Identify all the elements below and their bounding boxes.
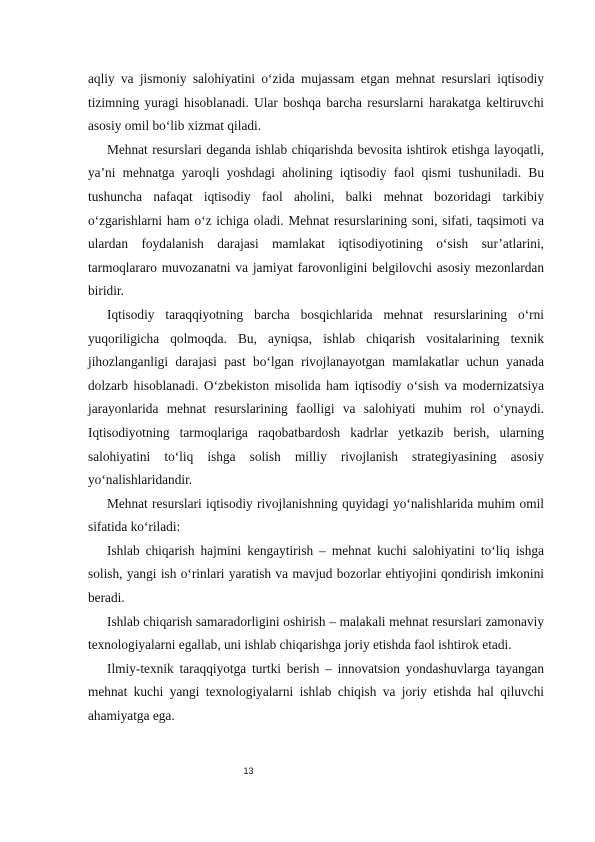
paragraph: Iqtisodiy taraqqiyotning barcha bosqichlarida mehnat resurslarining o‘rni yuqoriligicha qolmoqda. Bu, ayniqsa, ishlab chiqarish vositalarining texnik jihozlanganligi darajasi past bo‘lgan rivojlanayotgan mamlakatlar uchun yanada dolzarb hisoblanadi. O‘zbekiston misolida ham iqtisodiy o‘sish va modernizatsiya jarayonlarida mehnat resurslarining faolligi va salohiyati muhim rol o‘ynaydi. Iqtisodiyotning tarmoqlariga raqobatbardosh kadrlar yetkazib berish, ularning salohiyatini to‘liq ishga solish milliy rivojlanish strategiyasining asosiy yo‘nalishlaridandir. — [88, 306, 544, 488]
paragraph: aqliy va jismoniy salohiyatini o‘zida mujassam etgan mehnat resurslari iqtisodiy tizimning yuragi hisoblanadi. Ular boshqa barcha resurslarni harakatga keltiruvchi asosiy omil bo‘lib xizmat qiladi. — [88, 71, 544, 134]
paragraph: Ilmiy-texnik taraqqiyotga turtki berish – innovatsion yondashuvlarga tayangan mehnat kuchi yangi texnologiyalarni ishlab chiqish va joriy etishda hal qiluvchi ahamiyatga ega. — [88, 660, 544, 724]
paragraph: Mehnat resurslari iqtisodiy rivojlanishning quyidagi yo‘nalishlarida muhim omil sifatida ko‘riladi: — [88, 495, 544, 535]
paragraph: Ishlab chiqarish hajmini kengaytirish – mehnat kuchi salohiyatini to‘liq ishga solish, yangi ish o‘rinlari yaratish va mavjud bozorlar ehtiyojini qondirish imkonini beradi. — [88, 542, 544, 606]
page-number: 13 — [243, 766, 254, 776]
paragraph: Mehnat resurslari deganda ishlab chiqarishda bevosita ishtirok etishga layoqatli, ya’ni mehnatga yaroqli yoshdagi aholining iqtisodiy faol qismi tushuniladi. Bu tushuncha nafaqat iqtisodiy faol aholini, balki mehnat bozoridagi tarkibiy o‘zgarishlarni ham o‘z ichiga oladi. Mehnat resurslarining soni, sifati, taqsimoti va ulardan foydalanish darajasi mamlakat iqtisodiyotining o‘sish sur’atlarini, tarmoqlararo muvozanatni va jamiyat farovonligini belgilovchi asosiy mezonlardan biridir. — [88, 141, 544, 299]
page-body — [88, 67, 544, 728]
paragraph: Ishlab chiqarish samaradorligini oshirish – malakali mehnat resurslari zamonaviy texnologiyalarni egallab, uni ishlab chiqarishga joriy etishda faol ishtirok etadi. — [88, 613, 544, 653]
